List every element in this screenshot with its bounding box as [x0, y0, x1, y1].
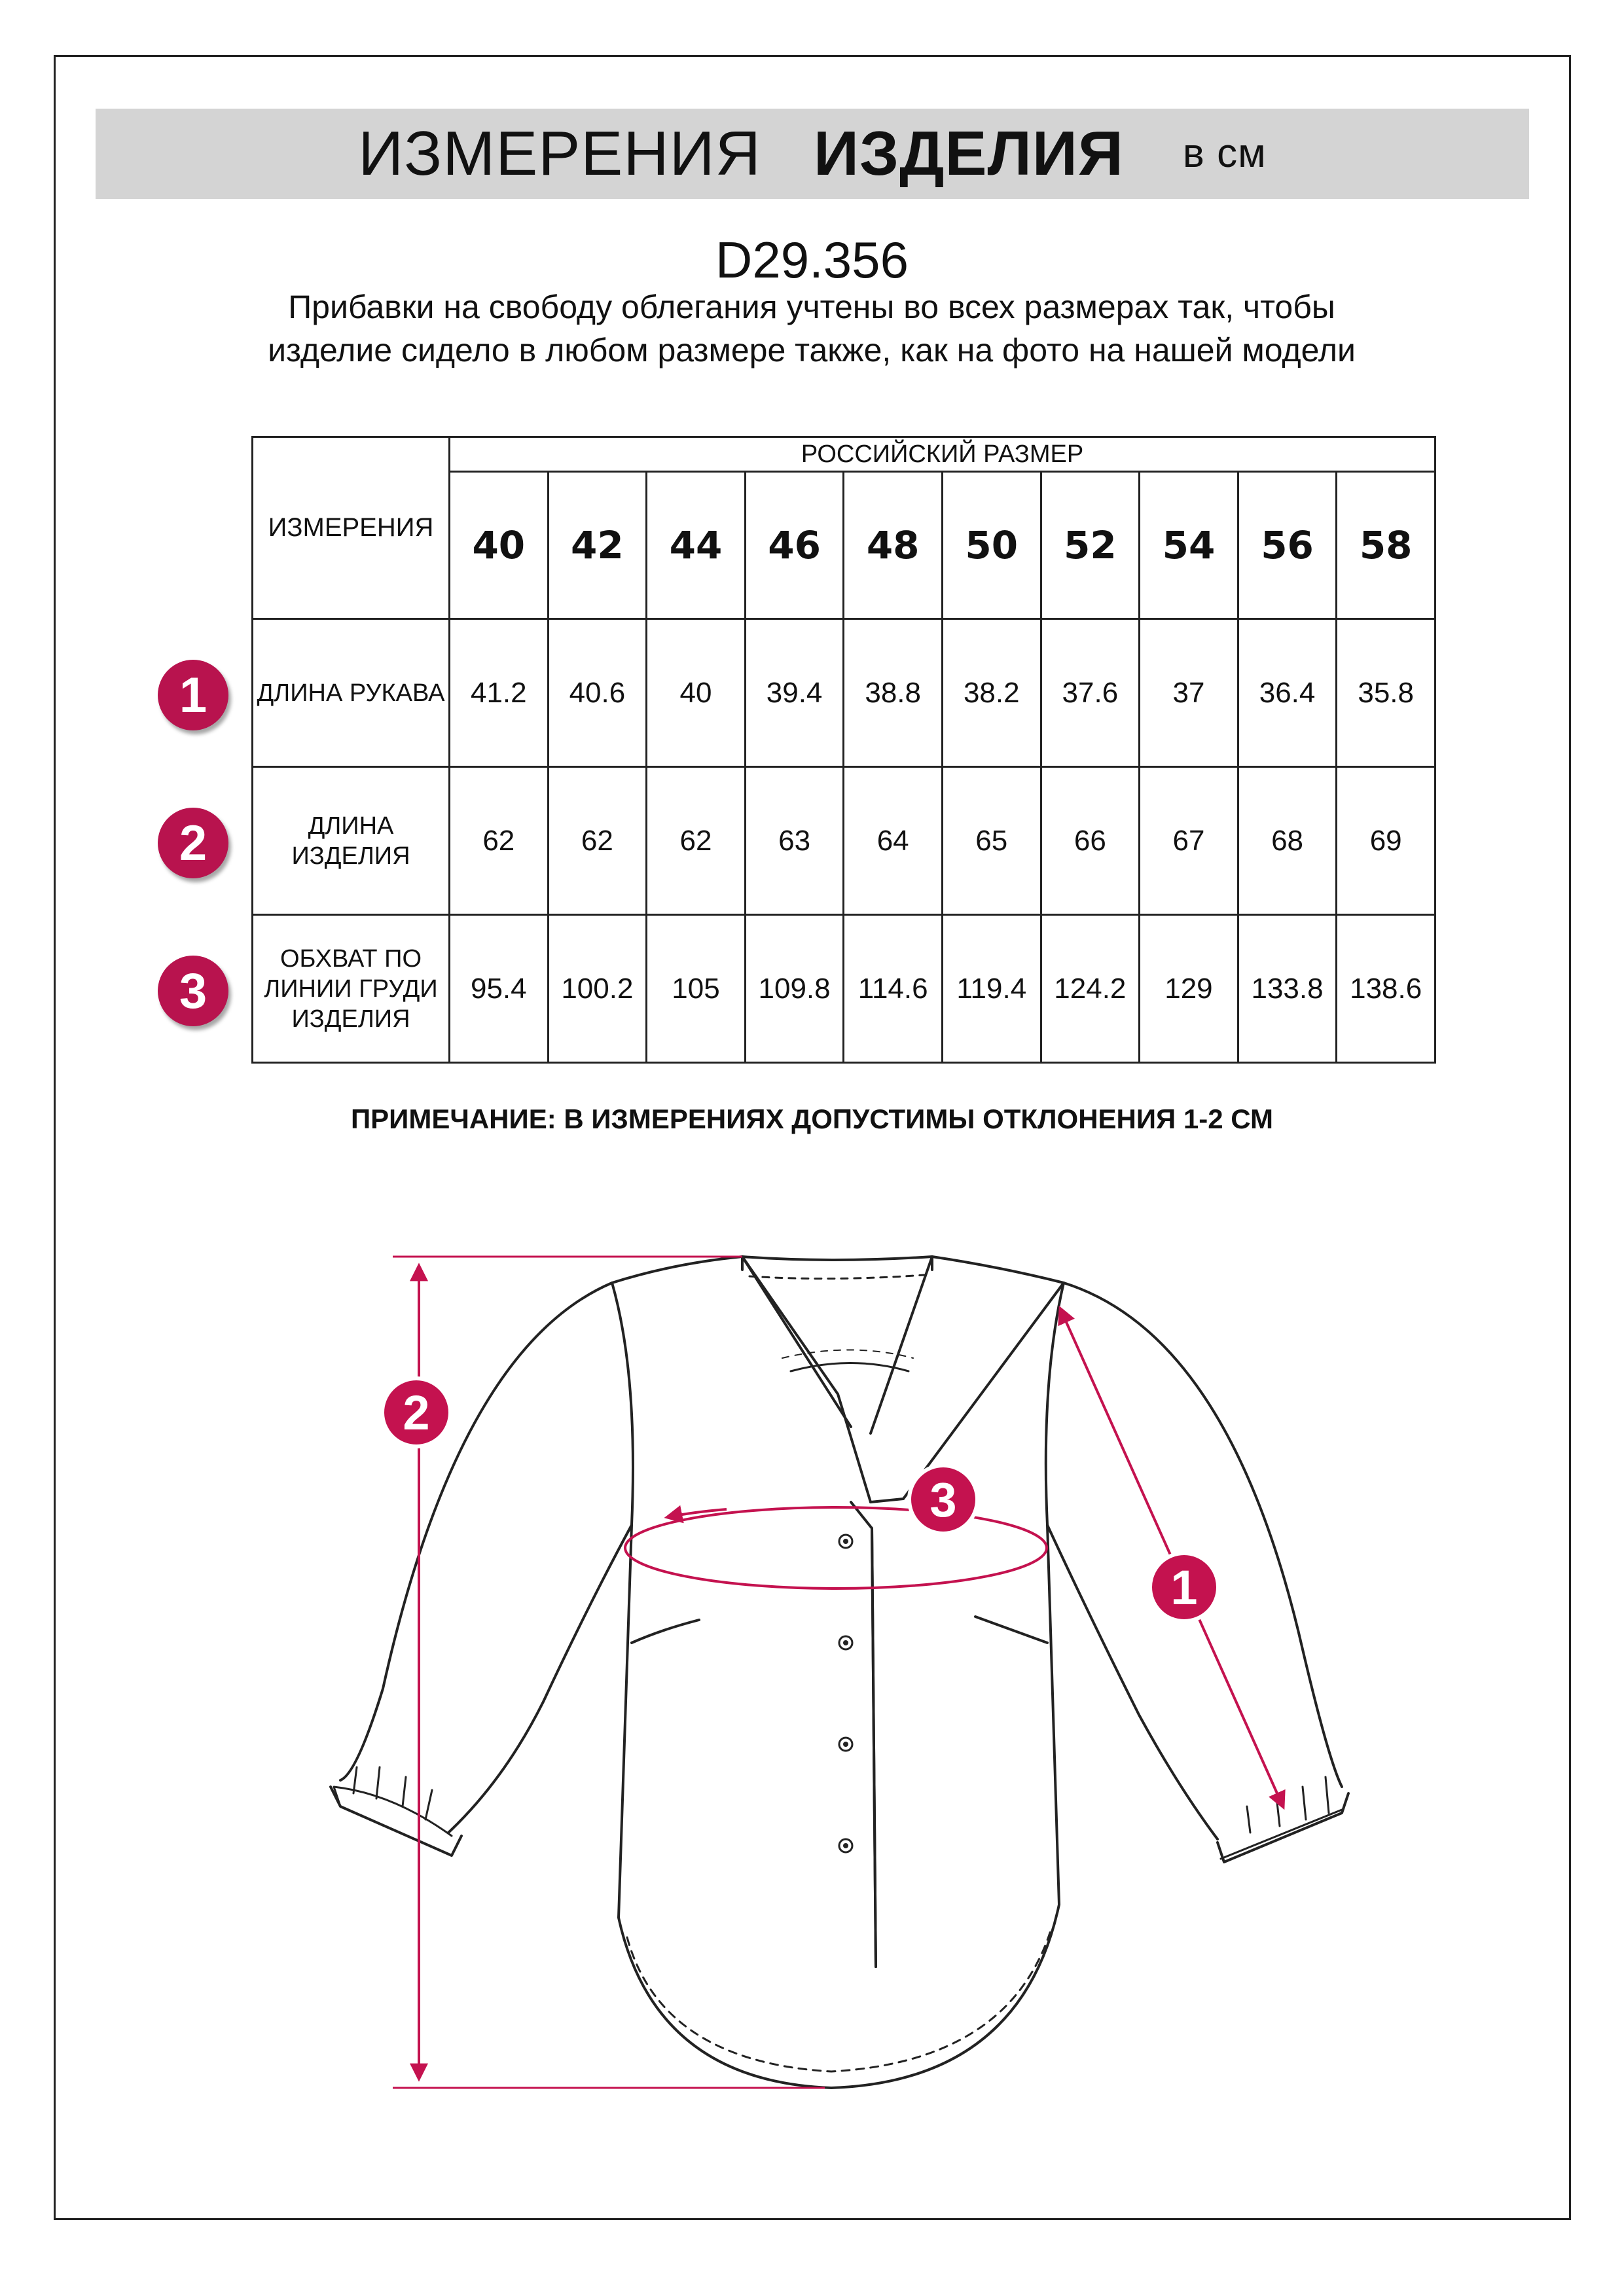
marker-1-label: 1 [1170, 1560, 1198, 1615]
value-cell: 65 [942, 767, 1041, 915]
size-cell: 58 [1337, 472, 1435, 619]
table-row-sleeve-length [253, 619, 1435, 767]
value-cell: 40 [647, 619, 746, 767]
intro-text: Прибавки на свободу облегания учтены во всех размерах так, чтобы изделие сидело в любом размере также, как на фото на нашей модели [268, 289, 1356, 368]
value-cell: 37.6 [1041, 619, 1140, 767]
header-russian-size: РОССИЙСКИЙ РАЗМЕР [450, 437, 1435, 472]
row-badge-2: 2 [158, 808, 228, 878]
header-measurements: ИЗМЕРЕНИЯ [253, 437, 450, 619]
value-cell: 64 [844, 767, 943, 915]
chest-measure [625, 1507, 1047, 1588]
table-row-garment-length [253, 767, 1435, 915]
value-cell: 67 [1140, 767, 1238, 915]
size-cell: 56 [1238, 472, 1337, 619]
value-cell: 133.8 [1238, 915, 1337, 1063]
title-part1: ИЗМЕРЕНИЯ [358, 118, 761, 188]
row-badge-3: 3 [158, 956, 228, 1026]
value-cell: 36.4 [1238, 619, 1337, 767]
value-cell: 39.4 [745, 619, 844, 767]
value-cell: 119.4 [942, 915, 1041, 1063]
size-cell: 52 [1041, 472, 1140, 619]
title-part2: ИЗДЕЛИЯ [813, 118, 1124, 188]
size-cell: 42 [548, 472, 647, 619]
value-cell: 63 [745, 767, 844, 915]
value-cell: 69 [1337, 767, 1435, 915]
row-badge-1: 1 [158, 660, 228, 730]
button-icons [839, 1535, 852, 1852]
size-cell: 40 [450, 472, 549, 619]
value-cell: 138.6 [1337, 915, 1435, 1063]
page-title [96, 109, 1529, 199]
value-cell: 124.2 [1041, 915, 1140, 1063]
drawing-marker-1 [1150, 1553, 1218, 1621]
value-cell: 68 [1238, 767, 1337, 915]
size-cell: 50 [942, 472, 1041, 619]
row-label: ОБХВАТ ПО ЛИНИИ ГРУДИ ИЗДЕЛИЯ [253, 915, 450, 1063]
article-code: D29.356 [715, 231, 909, 289]
drawing-marker-2 [382, 1378, 450, 1446]
length-measure [393, 1257, 825, 2088]
value-cell: 38.8 [844, 619, 943, 767]
size-cell: 44 [647, 472, 746, 619]
marker-2-label: 2 [403, 1386, 430, 1440]
value-cell: 109.8 [745, 915, 844, 1063]
value-cell: 62 [450, 767, 549, 915]
size-cell: 46 [745, 472, 844, 619]
value-cell: 129 [1140, 915, 1238, 1063]
value-cell: 37 [1140, 619, 1238, 767]
row-label: ДЛИНА РУКАВА [253, 619, 450, 767]
row-label: ДЛИНА ИЗДЕЛИЯ [253, 767, 450, 915]
value-cell: 35.8 [1337, 619, 1435, 767]
title-bar [96, 109, 1529, 199]
size-cell: 48 [844, 472, 943, 619]
value-cell: 95.4 [450, 915, 549, 1063]
value-cell: 105 [647, 915, 746, 1063]
value-cell: 41.2 [450, 619, 549, 767]
value-cell: 66 [1041, 767, 1140, 915]
blouse-outline [331, 1257, 1348, 2088]
value-cell: 100.2 [548, 915, 647, 1063]
value-cell: 40.6 [548, 619, 647, 767]
value-cell: 62 [548, 767, 647, 915]
marker-3-label: 3 [929, 1473, 957, 1527]
value-cell: 38.2 [942, 619, 1041, 767]
table-row-chest-girth [253, 915, 1435, 1063]
size-cell: 54 [1140, 472, 1238, 619]
size-table [251, 436, 1436, 1064]
garment-drawing [0, 1178, 1624, 2160]
value-cell: 62 [647, 767, 746, 915]
drawing-marker-3 [909, 1465, 977, 1534]
title-unit: в см [1182, 131, 1267, 176]
value-cell: 114.6 [844, 915, 943, 1063]
tolerance-note: ПРИМЕЧАНИЕ: В ИЗМЕРЕНИЯХ ДОПУСТИМЫ ОТКЛОНЕНИЯ 1-2 СМ [350, 1103, 1274, 1134]
